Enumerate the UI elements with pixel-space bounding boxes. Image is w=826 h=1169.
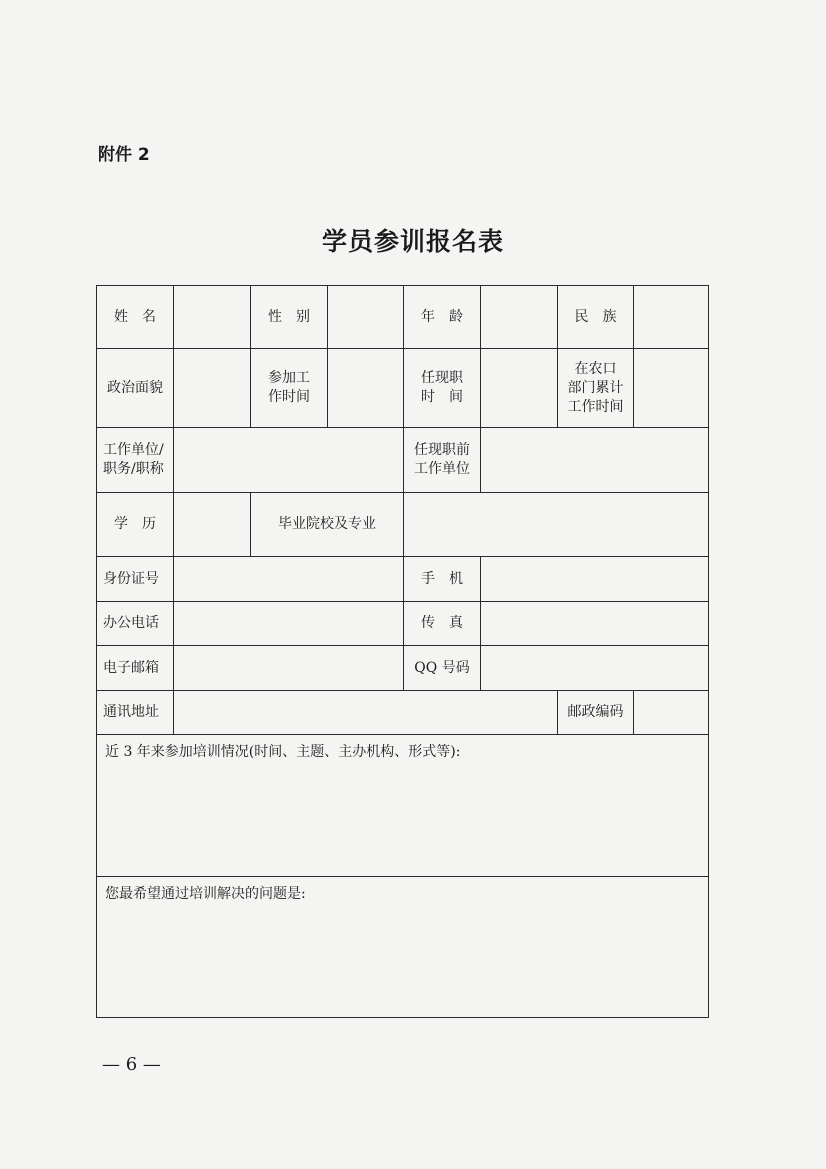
page-number: — 6 —	[102, 1054, 161, 1075]
work-start-label-line1: 参加工	[268, 370, 310, 386]
table-row	[97, 877, 709, 1018]
expected-problem-label: 您最希望通过培训解决的问题是:	[105, 886, 306, 902]
current-position-time-field[interactable]	[481, 349, 558, 428]
attachment-label: 附件 2	[98, 145, 150, 165]
table-row	[97, 286, 709, 349]
name-label: 姓 名	[97, 286, 174, 349]
age-label: 年 龄	[404, 286, 481, 349]
postcode-field[interactable]	[634, 691, 709, 735]
employer-label	[97, 428, 174, 493]
mobile-field[interactable]	[481, 557, 709, 602]
training-history-field[interactable]	[97, 735, 709, 877]
gender-field[interactable]	[328, 286, 404, 349]
ethnicity-field[interactable]	[634, 286, 709, 349]
table-row	[97, 493, 709, 557]
political-status-field[interactable]	[174, 349, 251, 428]
work-start-field[interactable]	[328, 349, 404, 428]
address-label: 通讯地址	[97, 691, 174, 735]
registration-form-table	[96, 285, 709, 1018]
education-field[interactable]	[174, 493, 251, 557]
address-field[interactable]	[174, 691, 558, 735]
mobile-label: 手 机	[404, 557, 481, 602]
form-title: 学员参训报名表	[321, 227, 504, 256]
email-label: 电子邮箱	[97, 646, 174, 691]
id-number-label: 身份证号	[97, 557, 174, 602]
current-position-time-label	[404, 349, 481, 428]
age-field[interactable]	[481, 286, 558, 349]
work-start-label-line2: 作时间	[268, 389, 310, 405]
education-label: 学 历	[97, 493, 174, 557]
agri-years-label-line1: 在农口	[574, 360, 617, 377]
current-position-label-line2: 时 间	[421, 389, 463, 405]
table-row	[97, 428, 709, 493]
table-row	[97, 349, 709, 428]
ethnicity-label: 民 族	[558, 286, 634, 349]
work-start-label	[251, 349, 328, 428]
email-field[interactable]	[174, 646, 404, 691]
office-phone-label: 办公电话	[97, 602, 174, 646]
postcode-label: 邮政编码	[558, 691, 634, 735]
office-phone-field[interactable]	[174, 602, 404, 646]
agri-years-label-line3: 工作时间	[567, 398, 624, 415]
political-status-label: 政治面貌	[97, 349, 174, 428]
agri-years-label	[558, 349, 634, 428]
school-major-label: 毕业院校及专业	[251, 493, 404, 557]
table-row	[97, 646, 709, 691]
gender-label: 性 别	[251, 286, 328, 349]
prev-employer-label-line2: 工作单位	[414, 461, 470, 477]
agri-years-field[interactable]	[634, 349, 709, 428]
table-row	[97, 691, 709, 735]
prev-employer-field[interactable]	[481, 428, 709, 493]
table-row	[97, 557, 709, 602]
employer-label-line1: 工作单位/	[103, 442, 164, 458]
prev-employer-label	[404, 428, 481, 493]
qq-label: QQ 号码	[404, 646, 481, 691]
employer-field[interactable]	[174, 428, 404, 493]
agri-years-label-line2: 部门累计	[567, 379, 624, 396]
id-number-field[interactable]	[174, 557, 404, 602]
name-field[interactable]	[174, 286, 251, 349]
training-history-label: 近 3 年来参加培训情况(时间、主题、主办机构、形式等):	[105, 744, 461, 760]
current-position-label-line1: 任现职	[421, 370, 463, 386]
table-row	[97, 602, 709, 646]
fax-field[interactable]	[481, 602, 709, 646]
prev-employer-label-line1: 任现职前	[414, 442, 470, 458]
employer-label-line2: 职务/职称	[103, 461, 164, 477]
expected-problem-field[interactable]	[97, 877, 709, 1018]
fax-label: 传 真	[404, 602, 481, 646]
school-major-field[interactable]	[404, 493, 709, 557]
table-row	[97, 735, 709, 877]
qq-field[interactable]	[481, 646, 709, 691]
